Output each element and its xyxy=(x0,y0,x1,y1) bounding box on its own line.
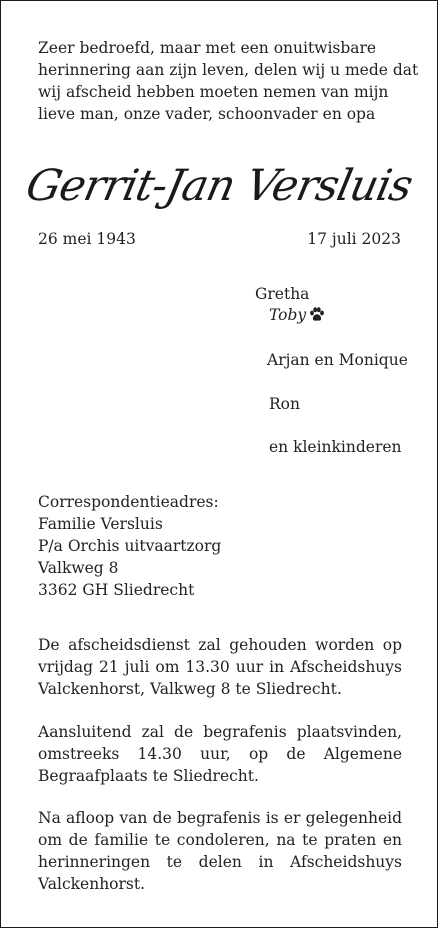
address-line: Correspondentieadres: xyxy=(38,493,219,511)
burial-line: omstreeks 14.30 uur, op de Algemene xyxy=(38,745,402,763)
intro-line: lieve man, onze vader, schoonvader en opa xyxy=(38,105,376,123)
condolence-line: de familie te condoleren, na te praten en xyxy=(68,831,402,849)
family-grandchildren: en kleinkinderen xyxy=(269,438,402,456)
burial-line: Begraafplaats te Sliedrecht. xyxy=(38,767,259,785)
paw-icon xyxy=(309,307,325,322)
service-line: Valckenhorst, Valkweg 8 te Sliedrecht. xyxy=(38,680,342,698)
intro-text xyxy=(38,37,419,125)
service-line: De afscheidsdienst zal gehouden worden op xyxy=(38,636,402,654)
family-child-1: Arjan en Monique xyxy=(267,351,408,369)
address-line: P/a Orchis uitvaartzorg xyxy=(38,537,222,555)
service-line: vrijdag 21 juli om 13.30 uur in Afscheidshuys xyxy=(38,658,402,676)
burial-paragraph xyxy=(38,721,402,787)
family-pet: Toby xyxy=(269,306,307,324)
condolence-line: Na afloop van de begrafenis is er gelegenheid om xyxy=(38,809,402,849)
death-date: 17 juli 2023 xyxy=(307,230,401,248)
condolence-paragraph xyxy=(38,807,402,895)
family-pet-row xyxy=(269,306,325,324)
intro-line: Zeer bedroefd, maar met een onuitwisbare xyxy=(38,39,377,57)
family-spouse: Gretha xyxy=(255,285,310,303)
address-line: 3362 GH Sliedrecht xyxy=(38,581,195,599)
deceased-name: Gerrit-Jan Versluis xyxy=(21,161,417,211)
service-paragraph xyxy=(38,634,402,700)
address-line: Familie Versluis xyxy=(38,515,163,533)
condolence-line: herinneringen te delen in Afscheidshuys xyxy=(38,853,402,871)
family-child-2: Ron xyxy=(269,395,300,413)
burial-line: Aansluitend zal de begrafenis plaatsvinden, xyxy=(38,723,402,741)
correspondence-address xyxy=(38,491,402,601)
condolence-line: Valckenhorst. xyxy=(38,875,146,893)
birth-date: 26 mei 1943 xyxy=(38,230,136,248)
address-line: Valkweg 8 xyxy=(38,559,119,577)
intro-line: wij afscheid hebben moeten nemen van mijn xyxy=(38,83,389,101)
intro-line: herinnering aan zijn leven, delen wij u mede dat xyxy=(38,61,419,79)
